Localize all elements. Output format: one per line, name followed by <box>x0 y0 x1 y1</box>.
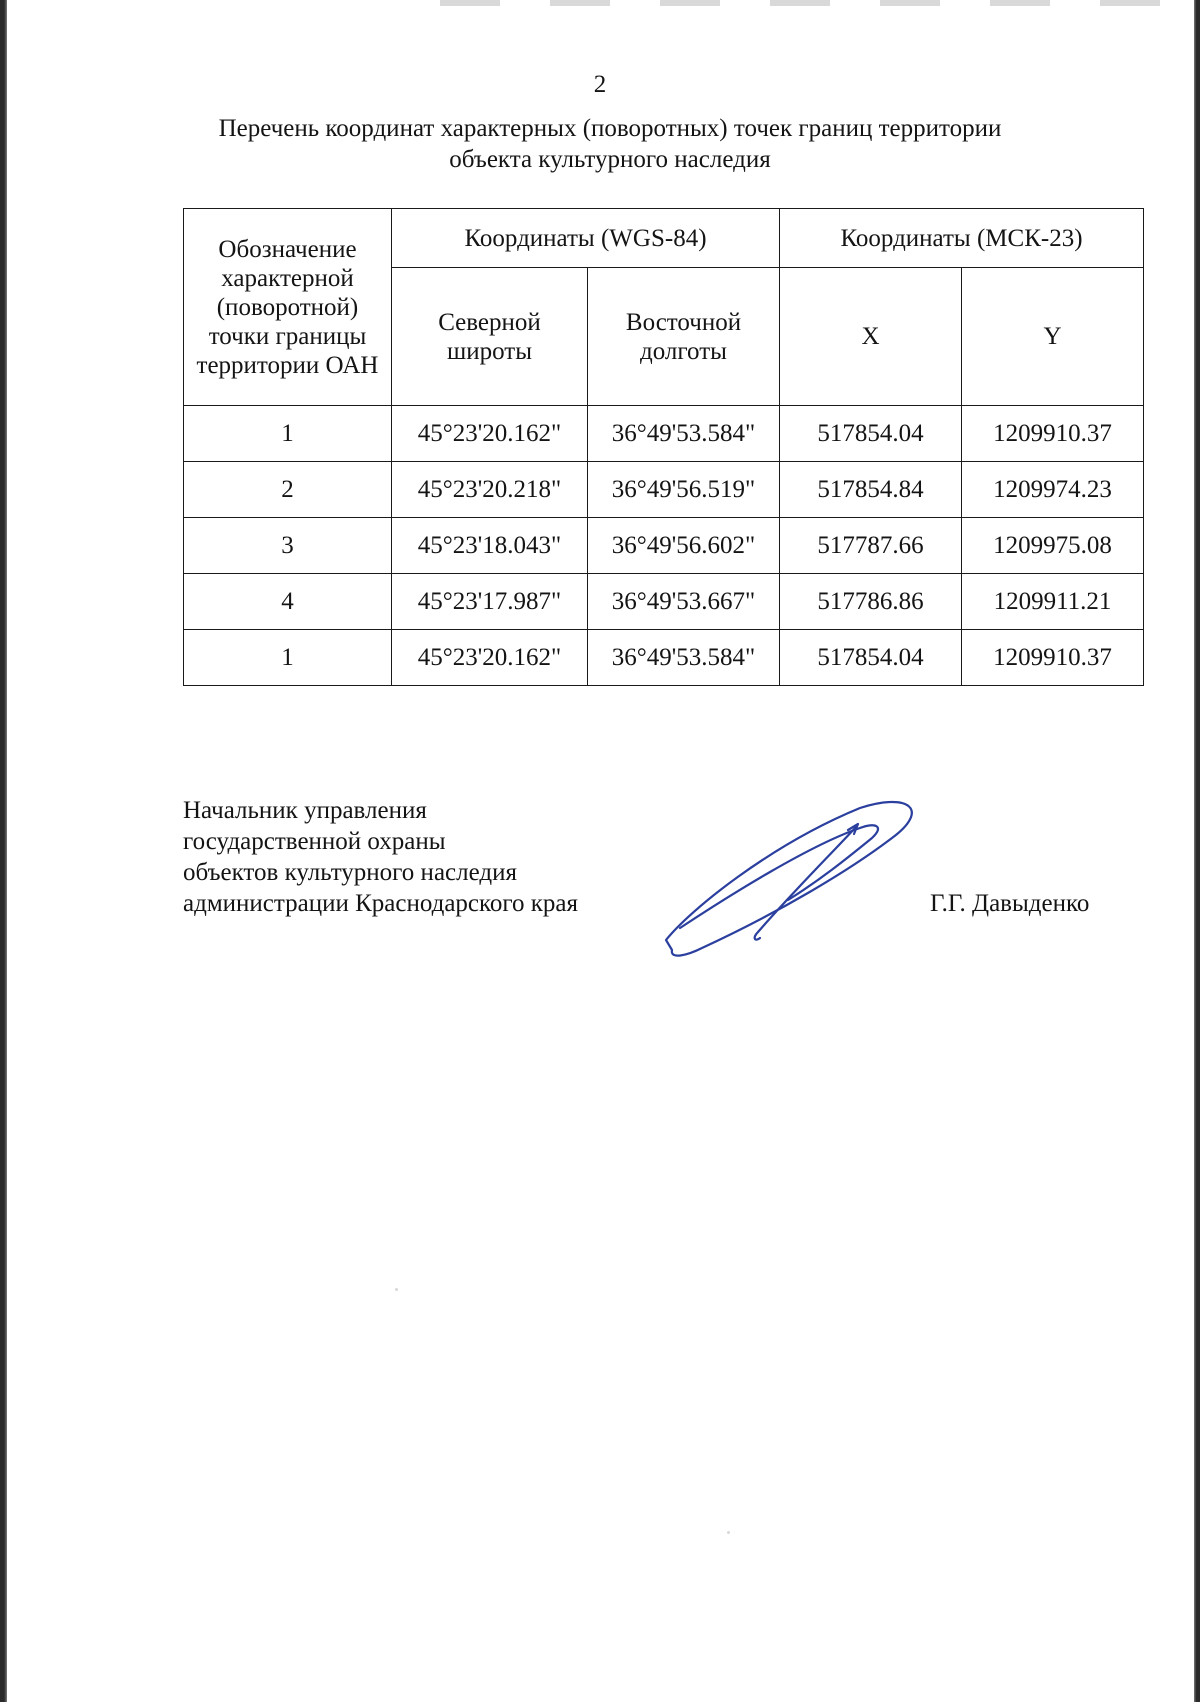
table-row <box>184 462 1144 518</box>
cell-point: 2 <box>184 462 392 518</box>
document-title-line-2: объекта культурного наследия <box>449 146 771 173</box>
header-north-latitude: Северной широты <box>392 268 588 406</box>
scan-top-marks <box>440 0 1200 6</box>
cell-north: 45°23'20.218" <box>392 462 588 518</box>
cell-point: 1 <box>184 406 392 462</box>
table-header-row <box>184 209 1144 268</box>
cell-y: 1209974.23 <box>962 462 1144 518</box>
scan-edge-left <box>0 0 7 1702</box>
cell-y: 1209975.08 <box>962 518 1144 574</box>
signatory-line-3: объектов культурного наследия <box>183 859 517 886</box>
header-east-longitude: Восточной долготы <box>588 268 780 406</box>
signatory-line-4: администрации Краснодарского края <box>183 890 579 917</box>
cell-y: 1209910.37 <box>962 630 1144 686</box>
cell-east: 36°49'56.602" <box>588 518 780 574</box>
signatory-line-1: Начальник управления <box>183 797 427 824</box>
cell-east: 36°49'53.667" <box>588 574 780 630</box>
table-row <box>184 574 1144 630</box>
table-row <box>184 630 1144 686</box>
cell-x: 517786.86 <box>780 574 962 630</box>
table-row <box>184 406 1144 462</box>
cell-north: 45°23'20.162" <box>392 630 588 686</box>
signature-stroke-inner <box>680 825 878 928</box>
document-title-line-1: Перечень координат характерных (поворотных) точек границ территории <box>218 115 1002 142</box>
page-number: 2 <box>593 71 607 98</box>
cell-x: 517854.04 <box>780 630 962 686</box>
cell-east: 36°49'56.519" <box>588 462 780 518</box>
cell-north: 45°23'20.162" <box>392 406 588 462</box>
cell-point: 3 <box>184 518 392 574</box>
header-point-designation: Обозначение характерной (поворотной) точки границы территории ОАН <box>184 209 392 406</box>
cell-point: 1 <box>184 630 392 686</box>
cell-x: 517787.66 <box>780 518 962 574</box>
handwritten-signature <box>660 800 930 960</box>
cell-east: 36°49'53.584" <box>588 406 780 462</box>
header-wgs84-group: Координаты (WGS-84) <box>392 209 780 268</box>
cell-north: 45°23'18.043" <box>392 518 588 574</box>
table-row <box>184 518 1144 574</box>
coordinates-table <box>183 208 1144 686</box>
signature-stroke-cross <box>755 827 856 940</box>
signatory-position <box>183 795 578 919</box>
header-x: X <box>780 268 962 406</box>
scan-speck <box>727 1531 730 1534</box>
cell-point: 4 <box>184 574 392 630</box>
cell-east: 36°49'53.584" <box>588 630 780 686</box>
cell-y: 1209911.21 <box>962 574 1144 630</box>
signer-name: Г.Г. Давыденко <box>930 890 1090 917</box>
cell-x: 517854.04 <box>780 406 962 462</box>
cell-x: 517854.84 <box>780 462 962 518</box>
header-y: Y <box>962 268 1144 406</box>
signatory-line-2: государственной охраны <box>183 828 446 855</box>
scan-speck <box>395 1288 398 1291</box>
document-title <box>180 113 1040 175</box>
scan-edge-right <box>1194 0 1200 1702</box>
cell-y: 1209910.37 <box>962 406 1144 462</box>
header-msk23-group: Координаты (МСК-23) <box>780 209 1144 268</box>
cell-north: 45°23'17.987" <box>392 574 588 630</box>
